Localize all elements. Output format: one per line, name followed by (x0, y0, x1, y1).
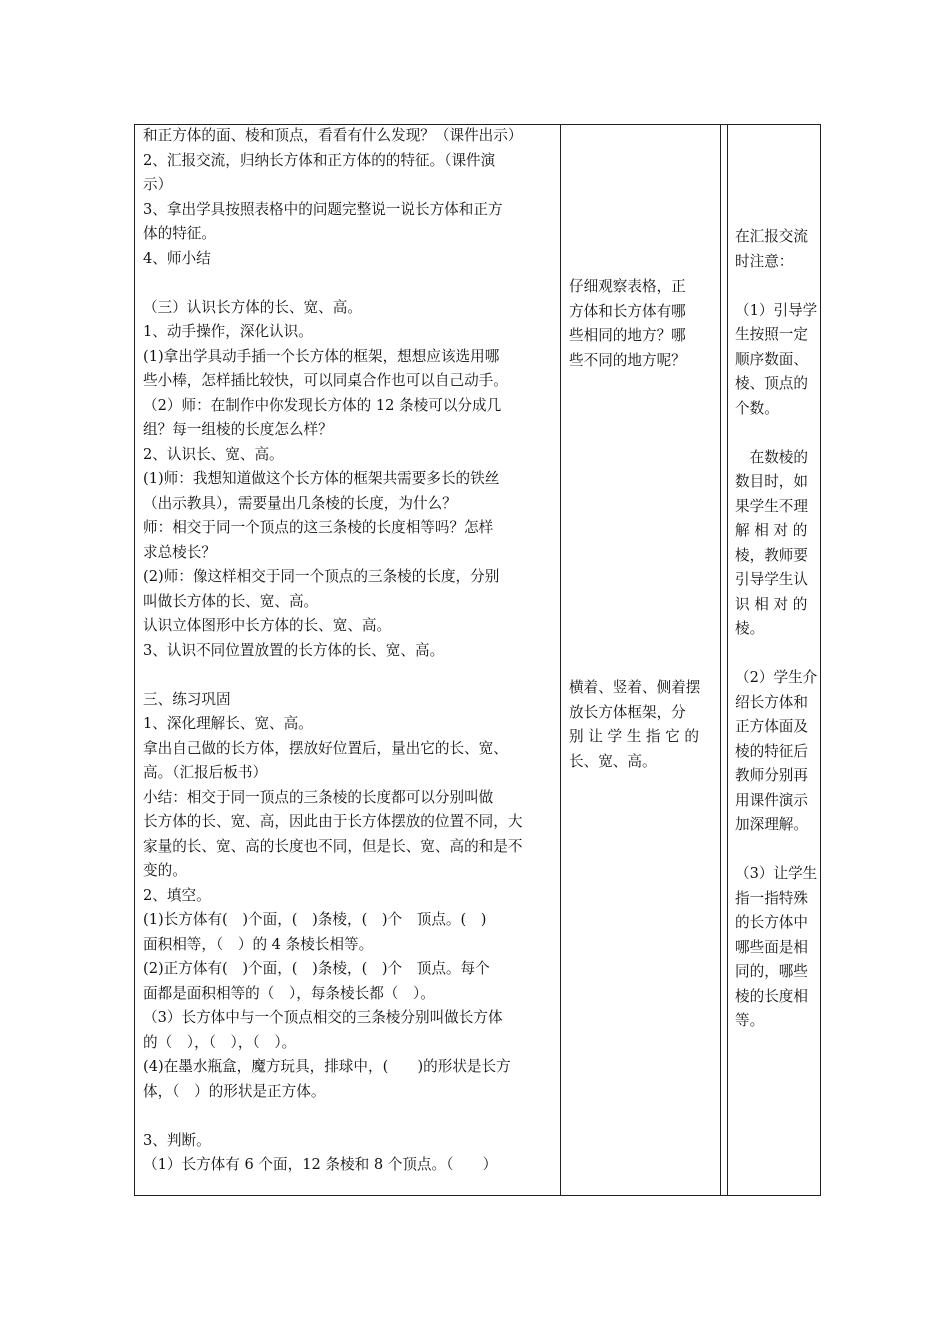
text-line: 的（ ），（ ），（ ）。 (143, 1033, 297, 1051)
teaching-notes-column (720, 125, 820, 1195)
note-line: （1）引导学 (735, 301, 818, 319)
text-line: 家量的长、宽、高的长度也不同，但是长、宽、高的和是不 (143, 837, 523, 855)
note-line: 顺序数面、 (735, 350, 808, 368)
text-line: （2）师：在制作中你发现长方体的 12 条棱可以分成几 (143, 396, 502, 414)
text-line: 面积相等，（ ）的 4 条棱长相等。 (143, 935, 374, 953)
activity-line: 仔细观察表格，正 (569, 278, 686, 295)
note-line: 个数。 (735, 399, 779, 417)
note-line: 解 相 对 的 (735, 522, 808, 539)
text-line: 拿出自己做的长方体，摆放好位置后，量出它的长、宽、 (143, 739, 508, 757)
text-line: 认识立体图形中长方体的长、宽、高。 (143, 617, 392, 634)
note-line: 的长方体中 (735, 914, 808, 931)
note-line: 教师分别再 (735, 767, 808, 784)
text-line: (1)拿出学具动手插一个长方体的框架，想想应该选用哪 (143, 347, 500, 365)
text-line: 师：相交于同一个顶点的这三条棱的长度相等吗？怎样 (143, 519, 494, 536)
teaching-process-column (135, 125, 560, 1195)
text-line: (1)师：我想知道做这个长方体的框架共需要多长的铁丝 (143, 470, 500, 487)
note-line: 时注意： (735, 252, 794, 270)
note-line: 等。 (735, 1012, 765, 1029)
text-line: 高。（汇报后板书） (143, 764, 268, 781)
text-line: (2)师：像这样相交于同一个顶点的三条棱的长度，分别 (143, 568, 500, 585)
text-line: 变的。 (143, 862, 187, 879)
text-line: 组？每一组棱的长度怎么样？ (143, 421, 333, 438)
activity-line: 些相同的地方？哪 (569, 327, 686, 344)
note-line: 加深理解。 (735, 816, 808, 833)
activity-line: 横着、竖着、侧着摆 (569, 679, 701, 696)
note-line: （2）学生介 (735, 669, 818, 686)
text-line: 和正方体的面、棱和顶点，看看有什么发现？（课件出示） (143, 127, 523, 144)
text-line: 3、拿出学具按照表格中的问题完整说一说长方体和正方 (143, 200, 503, 218)
text-line: （三）认识长方体的长、宽、高。 (143, 298, 362, 316)
text-line: 1、深化理解长、宽、高。 (143, 715, 313, 732)
note-line: 同的，哪些 (735, 963, 808, 980)
activity-line: 放长方体框架，分 (569, 703, 686, 721)
note-line: （3）让学生 (735, 865, 818, 882)
note-line: 识 相 对 的 (735, 595, 808, 613)
text-line: 体的特征。 (143, 225, 216, 242)
activity-line: 长、宽、高。 (569, 752, 657, 770)
text-line: （3）长方体中与一个顶点相交的三条棱分别叫做长方体 (143, 1009, 503, 1026)
note-line: 用课件演示 (735, 791, 808, 809)
note-line: 绍长方体和 (735, 693, 808, 711)
note-line: 生按照一定 (735, 326, 808, 343)
note-line: 在数棱的 (735, 448, 808, 466)
text-line: （1）长方体有 6 个面，12 条棱和 8 个顶点。（ ） (143, 1156, 498, 1173)
note-line: 棱的特征后 (735, 742, 808, 760)
text-line: 3、判断。 (143, 1131, 211, 1149)
note-line: 棱。 (735, 620, 765, 637)
text-line: 4、师小结 (143, 249, 211, 267)
text-line: 2、认识长、宽、高。 (143, 445, 284, 463)
text-line: 些小棒，怎样插比较快，可以同桌合作也可以自己动手。 (143, 372, 508, 389)
note-line: 在汇报交流 (735, 228, 808, 245)
note-line: 果学生不理 (735, 497, 808, 515)
student-activity-column (560, 125, 721, 1195)
text-line: 长方体的长、宽、高，因此由于长方体摆放的位置不同，大 (143, 813, 523, 830)
text-line: 1、动手操作，深化认识。 (143, 323, 313, 340)
note-line: 引导学生认 (735, 571, 808, 588)
activity-line: 些不同的地方呢？ (569, 351, 686, 369)
note-line: 正方体面及 (735, 718, 808, 735)
text-line: 3、认识不同位置放置的长方体的长、宽、高。 (143, 641, 445, 659)
note-line: 棱的长度相 (735, 987, 808, 1005)
note-line: 棱，教师要 (735, 546, 808, 564)
text-line: 小结：相交于同一顶点的三条棱的长度都可以分别叫做 (143, 788, 494, 806)
text-line: （出示教具），需要量出几条棱的长度，为什么？ (143, 494, 457, 512)
text-line: 2、填空。 (143, 886, 211, 904)
text-line: (4)在墨水瓶盒，魔方玩具，排球中，( )的形状是长方 (143, 1058, 511, 1075)
text-line: 求总棱长？ (143, 543, 216, 561)
note-line: 棱、顶点的 (735, 375, 808, 392)
text-line: 2、汇报交流，归纳长方体和正方体的的特征。（课件演 (143, 151, 496, 169)
activity-line: 方体和长方体有哪 (569, 302, 686, 320)
text-line: 体，（ ）的形状是正方体。 (143, 1082, 326, 1100)
text-line: 叫做长方体的长、宽、高。 (143, 592, 319, 610)
note-line: 哪些面是相 (735, 938, 808, 956)
text-line: (2)正方体有( )个面，( )条棱，( )个 顶点。每个 (143, 960, 490, 977)
activity-line: 别 让 学 生 指 它 的 (569, 728, 699, 745)
note-line: 指一指特殊 (735, 889, 808, 907)
text-line: (1)长方体有( )个面，( )条棱，( )个 顶点。( ) (143, 911, 487, 928)
text-line: 三、练习巩固 (143, 690, 231, 708)
text-line: 面都是面积相等的（ ），每条棱长都（ ）。 (143, 984, 435, 1002)
note-line: 数目时，如 (735, 473, 808, 490)
text-line: 示） (143, 176, 173, 193)
lesson-plan-table (134, 124, 821, 1196)
